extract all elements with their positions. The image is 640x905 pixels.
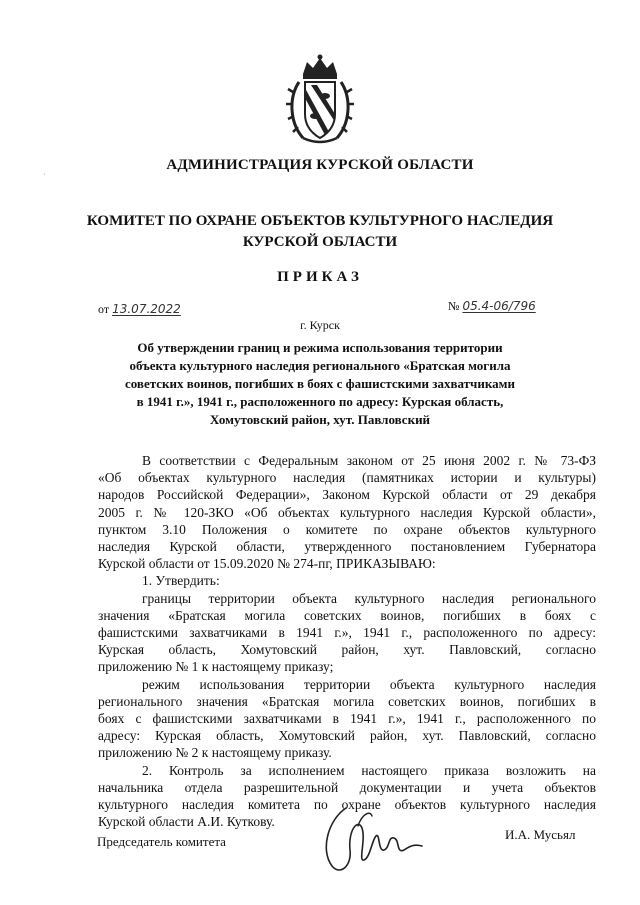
title-line: объекта культурного наследия регионального «Братская могила — [129, 358, 511, 373]
title-line: советских воинов, погибших в боях с фашистскими захватчиками — [124, 376, 516, 391]
body-line: 1. Утвердить: — [142, 573, 220, 589]
agency-name: АДМИНИСТРАЦИЯ КУРСКОЙ ОБЛАСТИ — [166, 157, 474, 173]
body-line: приложению № 1 к настоящему приказу; — [98, 659, 334, 675]
body-line: регионального значения «Братская могила советских воинов, погибших в — [98, 693, 596, 709]
order-title — [0, 339, 640, 429]
body-line: адресу: Курская область, Хомутовский район, хут. Павловский, согласно — [98, 728, 596, 744]
body-line: культурного наследия комитета по охране объектов культурного наследия — [98, 797, 596, 813]
body-line: 2. Контроль за исполнением настоящего приказа возложить на — [142, 762, 596, 778]
body-line: боях с фашистскими захватчиками в 1941 г.», 1941 г., расположенного по — [98, 711, 596, 727]
body-line: Курской области А.И. Куткову. — [98, 814, 275, 830]
body-line: Курская область, Хомутовский район, хут. Павловский, согласно — [98, 642, 596, 658]
body-line: пунктом 3.10 Положения о комитете по охране объектов культурного — [98, 521, 596, 537]
city: г. Курск — [300, 318, 340, 332]
signatory-position: Председатель комитета — [97, 834, 226, 849]
body-line: народов Российской Федерации», Законом Курской области от 29 декабря — [98, 487, 596, 503]
body-line: приложению № 2 к настоящему приказу. — [98, 745, 332, 761]
body-line: режим использования территории объекта культурного наследия — [142, 676, 596, 692]
body-line: границы территории объекта культурного наследия регионального — [142, 590, 596, 606]
body-line: начальника отдела разрешительной документации и учета объектов — [98, 779, 596, 795]
number-prefix: № — [448, 299, 460, 313]
committee-name-line: КУРСКОЙ ОБЛАСТИ — [242, 234, 398, 250]
body-line: значения «Братская могила советских воинов, погибших в боях с — [98, 607, 596, 623]
body-line: 2005 г. № 120-ЗКО «Об объектах культурного наследия Курской области», — [98, 504, 596, 520]
number-value: 05.4-06/796 — [462, 299, 536, 313]
body-line: «Об объектах культурного наследия (памятниках истории и культуры) — [98, 470, 596, 486]
order-date — [98, 302, 181, 317]
order-number — [448, 299, 536, 314]
signatory-name: И.А. Мусьял — [505, 827, 576, 842]
date-prefix: от — [98, 302, 110, 316]
date-value: 13.07.2022 — [112, 302, 181, 316]
scan-speck: · — [43, 170, 46, 179]
committee-name-line: КОМИТЕТ ПО ОХРАНЕ ОБЪЕКТОВ КУЛЬТУРНОГО НАСЛЕДИЯ — [86, 213, 554, 229]
title-line: Хомутовский район, хут. Павловский — [209, 412, 431, 427]
body-line: фашистскими захватчиками в 1941 г.», 1941 г., расположенного по адресу: — [98, 625, 596, 641]
body-line: В соответствии с Федеральным законом от 25 июня 2002 г. № 73-ФЗ — [142, 453, 596, 468]
body-line: наследия Курской области, утвержденного постановлением Губернатора — [98, 539, 596, 555]
handwritten-signature — [318, 800, 428, 880]
document-type: ПРИКАЗ — [277, 269, 363, 285]
kursk-coat-of-arms-icon — [285, 52, 355, 147]
title-line: Об утверждении границ и режима использования территории — [137, 340, 503, 355]
body-line: Курской области от 15.09.2020 № 274-пг, ПРИКАЗЫВАЮ: — [98, 556, 436, 572]
order-body — [98, 452, 596, 830]
committee-name — [0, 211, 640, 253]
title-line: в 1941 г.», 1941 г., расположенного по адресу: Курская область, — [136, 394, 504, 409]
